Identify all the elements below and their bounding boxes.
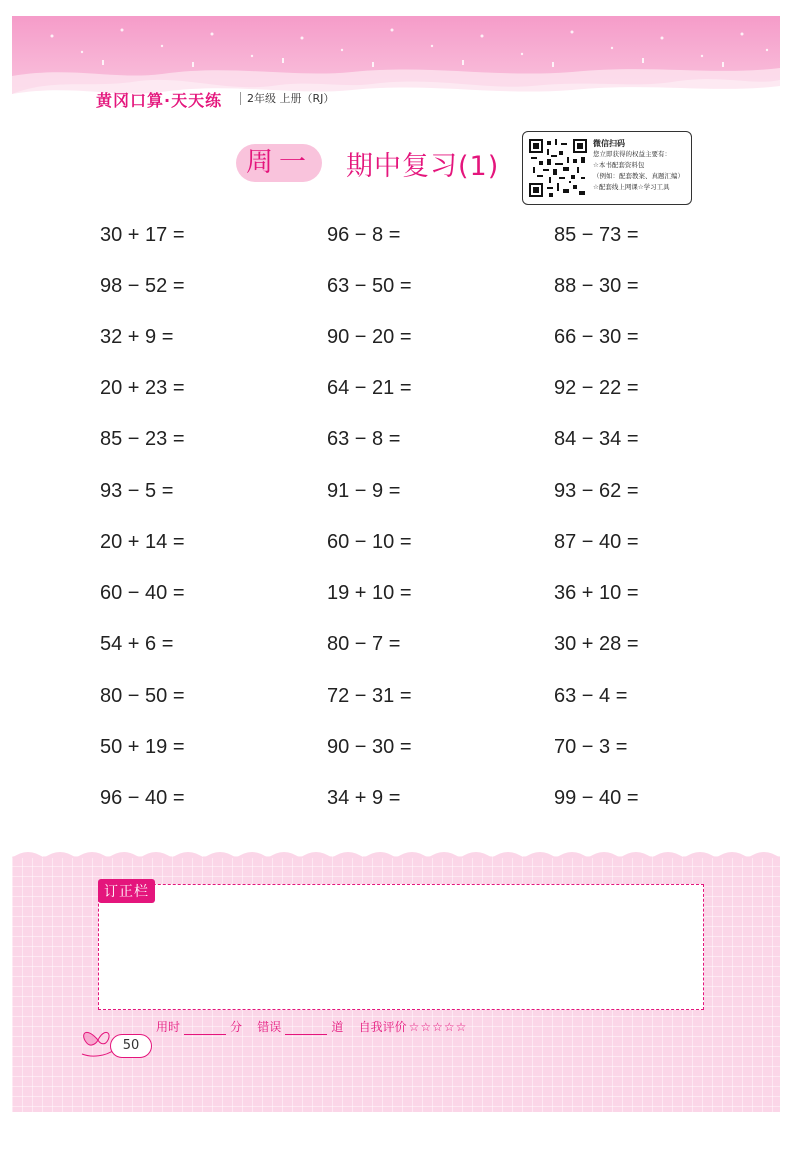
problem: 72 − 31 = (327, 685, 412, 707)
problem: 19 + 10 = (327, 582, 412, 604)
errors-blank[interactable] (285, 1022, 327, 1035)
problem: 66 − 30 = (554, 326, 639, 348)
problem: 70 − 3 = (554, 736, 628, 758)
problem: 20 + 23 = (100, 377, 185, 399)
problem: 63 − 8 = (327, 428, 401, 450)
problem: 30 + 17 = (100, 224, 185, 246)
errors-unit: 道 (331, 1020, 344, 1034)
title-topic: 期中复习(1) (346, 150, 500, 182)
problem: 32 + 9 = (100, 326, 174, 348)
self-assessment (156, 1018, 467, 1035)
self-eval-label: 自我评价 (358, 1020, 407, 1034)
problem: 85 − 73 = (554, 224, 639, 246)
problem: 63 − 4 = (554, 685, 628, 707)
problem: 50 + 19 = (100, 736, 185, 758)
star-rating[interactable]: ☆☆☆☆☆ (408, 1020, 468, 1034)
errors-label: 错误 (257, 1020, 282, 1034)
problem: 20 + 14 = (100, 531, 185, 553)
page-number: 50 (110, 1034, 152, 1058)
qr-line: ☆配套线上网课☆学习工具 (593, 183, 670, 191)
problem: 36 + 10 = (554, 582, 639, 604)
problem: 34 + 9 = (327, 787, 401, 809)
problem: 54 + 6 = (100, 633, 174, 655)
problem: 98 − 52 = (100, 275, 185, 297)
problem: 30 + 28 = (554, 633, 639, 655)
problem: 99 − 40 = (554, 787, 639, 809)
problem: 64 − 21 = (327, 377, 412, 399)
problem: 85 − 23 = (100, 428, 185, 450)
problem: 84 − 34 = (554, 428, 639, 450)
qr-line: （例如：配套教案、真题汇编） (593, 172, 684, 180)
problem: 63 − 50 = (327, 275, 412, 297)
qr-line: ☆本书配套资料包 (593, 161, 645, 169)
problem: 80 − 7 = (327, 633, 401, 655)
problem: 91 − 9 = (327, 480, 401, 502)
problem: 87 − 40 = (554, 531, 639, 553)
time-unit: 分 (230, 1020, 243, 1034)
correction-label: 订正栏 (98, 879, 155, 903)
problem: 96 − 8 = (327, 224, 401, 246)
title-day: 周一 (236, 144, 322, 182)
problem: 90 − 20 = (327, 326, 412, 348)
problem: 93 − 62 = (554, 480, 639, 502)
correction-box[interactable] (98, 884, 704, 1010)
qr-line: 您立即获得的权益主要有： (593, 150, 671, 158)
problem: 96 − 40 = (100, 787, 185, 809)
brand-title: 黄冈口算·天天练 (96, 91, 223, 110)
problem: 60 − 40 = (100, 582, 185, 604)
qr-heading: 微信扫码 (593, 139, 625, 148)
grade-label: 2年级 上册（RJ） (240, 92, 334, 105)
time-blank[interactable] (184, 1022, 226, 1035)
problem: 80 − 50 = (100, 685, 185, 707)
problem: 60 − 10 = (327, 531, 412, 553)
scallop-edge (12, 846, 780, 858)
problem: 88 − 30 = (554, 275, 639, 297)
problem: 93 − 5 = (100, 480, 174, 502)
problem: 90 − 30 = (327, 736, 412, 758)
time-label: 用时 (156, 1020, 181, 1034)
problem: 92 − 22 = (554, 377, 639, 399)
